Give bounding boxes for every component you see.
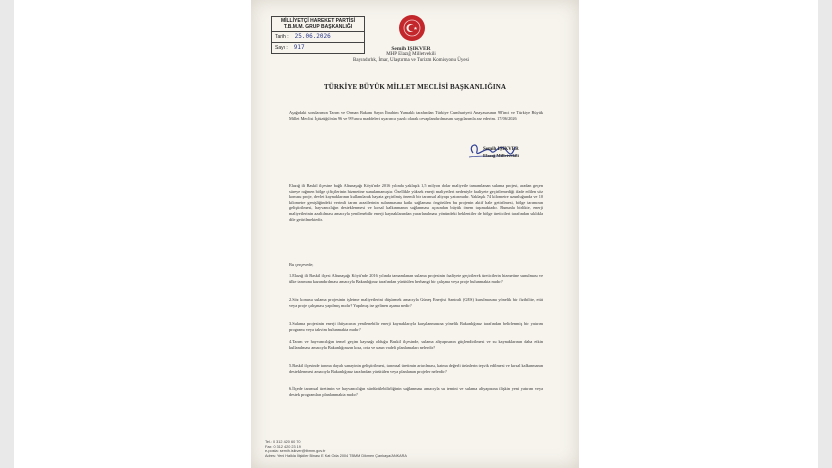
right-background-band — [818, 0, 832, 468]
stamp-header-line1: MİLLİYETÇİ HAREKET PARTİSİ — [280, 18, 356, 24]
question-item-3: 3.Sulama projesinin enerji ihtiyacının yenilenebilir enerji kaynaklarıyla karşılanmasına yönelik Bakanlığınız tarafından belirlenmiş bir yatırım programı veya takvim bulunmakta mıdır? — [289, 321, 543, 332]
footer-email: e-posta: semih.isikver@tbmm.gov.tr — [265, 449, 326, 454]
stamp-header — [272, 17, 364, 32]
footer-tel: Tel.: 0 312 420 60 70 — [265, 440, 301, 444]
sender-role: MHP Elazığ Milletvekili — [386, 52, 436, 57]
question-item-4: 4.Tarım ve hayvancılığın temel geçim kaynağı olduğu Baskil ilçesinde, sulama altyapısının güçlendirilmesi ve su kaynaklarının daha etkin kullanılması amacıyla Bakanlığınızın kısa, orta ve uzun vadeli planlamaları nelerdir? — [289, 339, 543, 350]
sender-committee: Bayındırlık, İmar, Ulaştırma ve Turizm Komisyonu Üyesi — [353, 58, 469, 63]
question-item-1: 1.Elazığ ili Baskil ilçesi Altunaşağı Köyü'nde 2016 yılında tamamlanan sulama projesinin faaliyete geçirilerek üreticilerin hizmetine sunulması ve ülke tarımına kazandırılması amacıyla Bakanlığınız tarafından yürütülen herhangi bir çalışma veya proje bulunmakta mıdır? — [289, 273, 543, 284]
footer-address: Adres: Yeni Halkla İlişkiler Binası E Kat Oda 2004 TBMM Dikmen Çankaya/ANKARA — [265, 453, 407, 458]
footer-fax: Fax: 0 312 420 23 19 — [265, 444, 301, 449]
stamp-number-value: 917 — [293, 44, 305, 51]
left-background-band — [0, 0, 14, 468]
list-intro: Bu çerçevede; — [289, 262, 314, 267]
sender-name: Semih IŞIKVER — [391, 46, 431, 52]
question-item-6: 6.İlçede tarımsal üretimin ve hayvancılığın sürdürülebilirliğinin sağlanması amacıyla su temini ve sulama altyapısına ilişkin yeni yatırım veya destek programları planlanmakta mıdır? — [289, 386, 543, 397]
document-title: TÜRKİYE BÜYÜK MİLLET MECLİSİ BAŞKANLIĞINA — [323, 83, 507, 91]
stamp-date-value: 25.06.2026 — [294, 33, 331, 40]
contact-footer — [265, 440, 565, 458]
stamp-number-label: Sayı : — [275, 45, 288, 51]
signature-block — [465, 139, 545, 169]
tbmm-emblem-icon — [399, 15, 425, 41]
stamp-date-label: Tarih : — [275, 34, 289, 40]
stamp-date-row — [272, 32, 364, 43]
question-item-5: 5.Baskil ilçesinde tarıma dayalı sanayinin geliştirilmesi, tarımsal üretimin artırılması, katma değerli ürünlerin teşvik edilmesi ve kırsal kalkınmanın desteklenmesi amacıyla Bakanlığınız tarafından yürütülen veya planlanan projeler nelerdir? — [289, 363, 543, 374]
stamp-header-line2: T.B.M.M. GRUP BAŞKANLIĞI — [283, 24, 353, 30]
signature-name: Semih IŞIKVER — [483, 147, 519, 152]
body-paragraph: Elazığ ili Baskil ilçesine bağlı Altunaşağı Köyü'nde 2016 yılında yaklaşık 1,5 milyon dolar maliyetle tamamlanan sulama projesi, aradan geçen süreye rağmen bölge çiftçilerinin hizmetine sunulamamıştır. Özellikle yüksek enerji maliyetleri nedeniyle faaliyete geçirilemediği ifade edilen söz konusu proje, devlet kaynaklarının kullanılarak hayata geçirilmiş önemli bir tarımsal altyapı yatırımıdır. Yaklaşık 74 kilometre uzunluğunda ve 10 kilometre genişliğindeki verimli tarım arazilerinin sulanmasına katkı sağlaması öngörülen bu projenin aktif hale getirilmesi, bölge tarımının geliştirilmesi, hayvancılığın desteklenmesi ve kırsal kalkınmanın sağlanması açısından büyük önem taşımaktadır. Bununla birlikte, enerji maliyetlerinin azaltılması amacıyla yenilenebilir enerji kaynaklarından yararlanılması yönündeki beklentiler de bölge üreticileri tarafından sıklıkla dile getirilmektedir. — [289, 183, 543, 222]
intro-paragraph: Aşağıdaki sorularımın Tarım ve Orman Bakanı Sayın İbrahim Yumaklı tarafından Türkiye Cumhuriyeti Anayasasının 98'inci ve Türkiye Büyük Millet Meclisi İçtüzüğü'nün 96 ve 99'uncu maddeleri uyarınca yazılı olarak cevaplandırılmasını saygılarımla arz ederim. 17/06/2026 — [289, 110, 543, 121]
signature-title: Elazığ Milletvekili — [483, 153, 519, 158]
question-item-2: 2.Söz konusu sulama projesinin işletme maliyetlerini düşürmek amacıyla Güneş Enerjisi Santrali (GES) kurulmasına yönelik bir fizibilite, etüt veya proje çalışması yapılmış mıdır? Yapılmış ise gelinen aşama nedir? — [289, 297, 543, 308]
document-page — [251, 0, 579, 468]
